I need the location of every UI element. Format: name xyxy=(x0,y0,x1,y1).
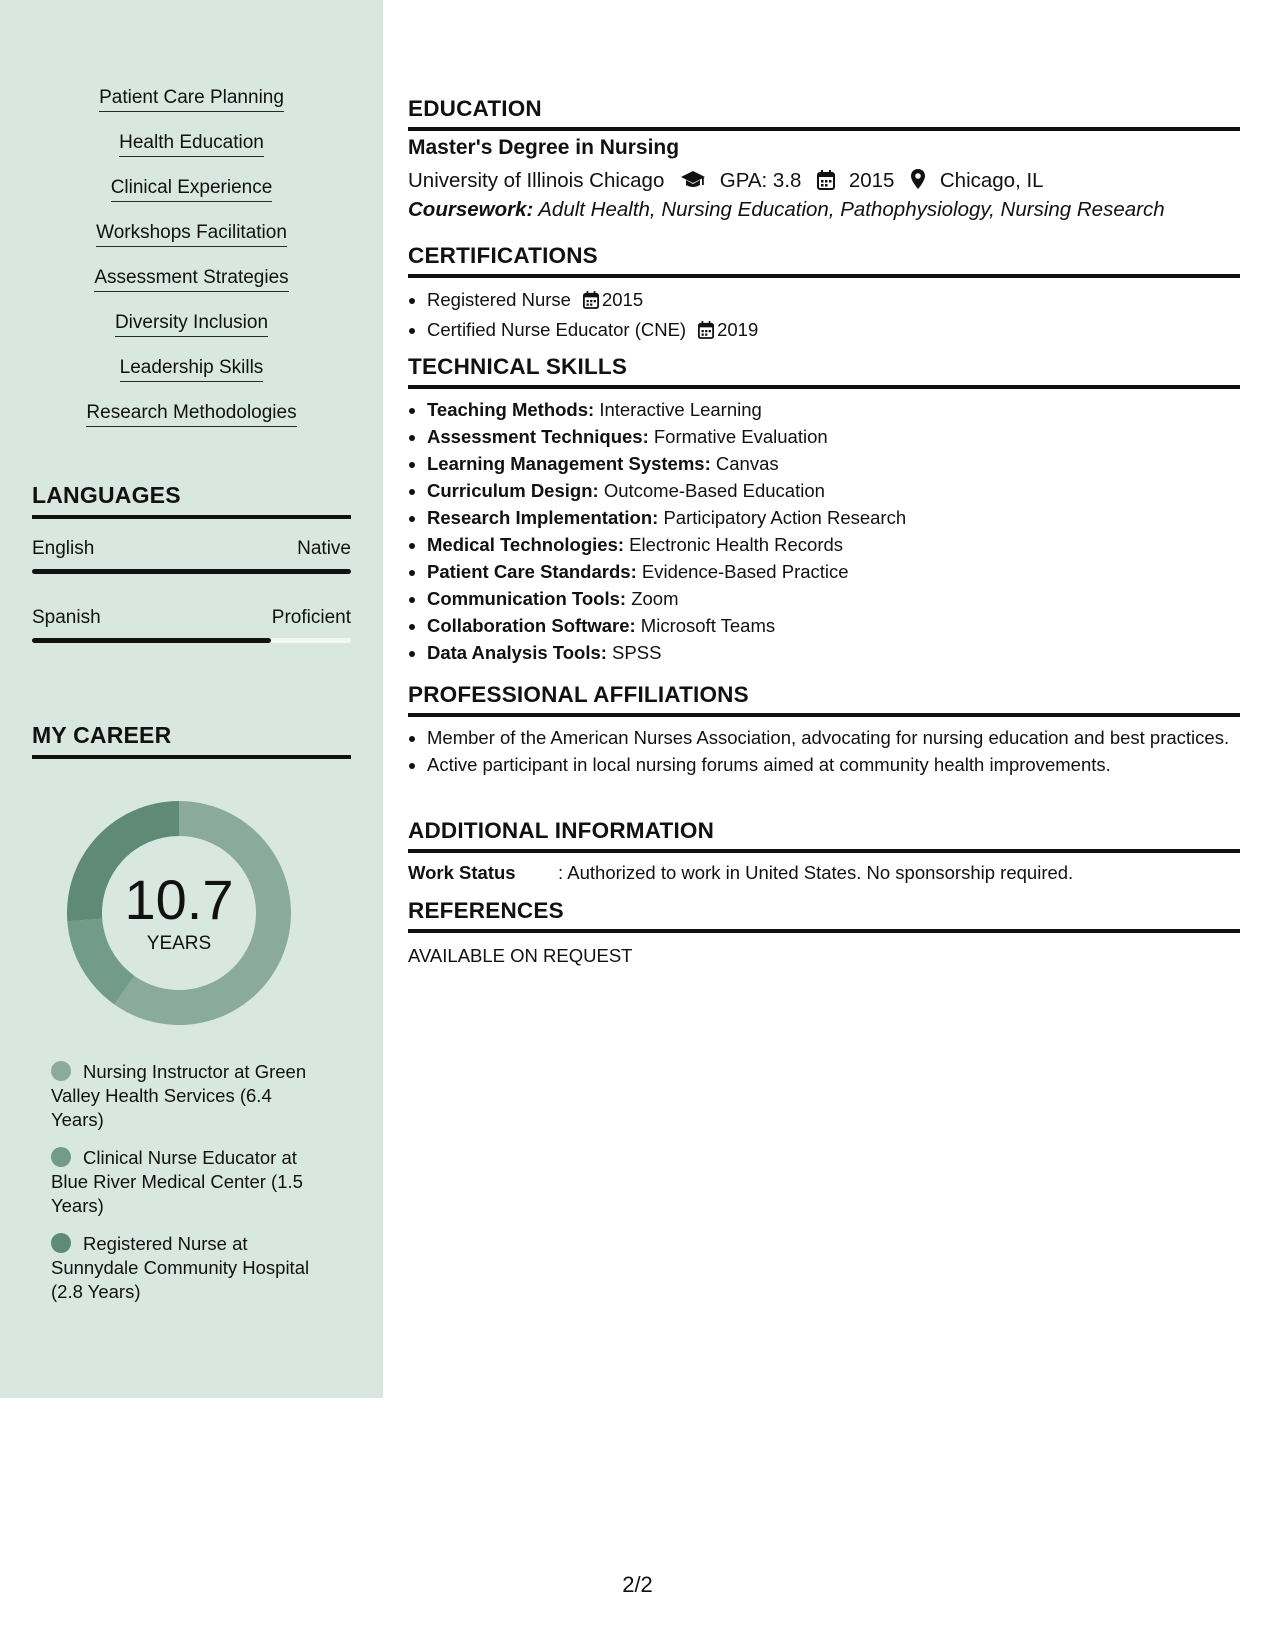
skill-label: Teaching Methods: xyxy=(427,399,595,420)
skill-tag: Assessment Strategies xyxy=(94,266,288,292)
skill-value: Interactive Learning xyxy=(599,399,762,420)
skill-tag: Workshops Facilitation xyxy=(96,221,287,247)
certification-name: Certified Nurse Educator (CNE) xyxy=(427,319,687,340)
skill-item xyxy=(427,531,1237,558)
degree-title: Master's Degree in Nursing xyxy=(408,136,680,159)
certification-year: 2015 xyxy=(601,289,644,310)
skill-label: Curriculum Design: xyxy=(427,480,599,501)
skill-label: Learning Management Systems: xyxy=(427,453,711,474)
certifications-heading: CERTIFICATIONS xyxy=(408,243,1240,278)
skill-label: Data Analysis Tools: xyxy=(427,642,607,663)
affiliation-item: • Active participant in local nursing forums aimed at community health improvements. xyxy=(427,753,1237,777)
work-status-value: : Authorized to work in United States. No sponsorship required. xyxy=(558,862,1074,883)
gpa: GPA: 3.8 xyxy=(719,169,802,192)
donut-center xyxy=(66,870,292,956)
additional-info-heading: ADDITIONAL INFORMATION xyxy=(408,818,1240,853)
language-name: English xyxy=(32,538,95,559)
skill-label: Communication Tools: xyxy=(427,588,627,609)
language-bar-fill xyxy=(32,638,271,643)
skill-value: SPSS xyxy=(612,642,662,663)
skill-item xyxy=(427,612,1237,639)
coursework-label: Coursework: xyxy=(408,198,534,221)
career-heading: MY CAREER xyxy=(32,722,351,759)
coursework-value: Adult Health, Nursing Education, Pathophysiology, Nursing Research xyxy=(538,198,1165,221)
page-number: 2/2 xyxy=(622,1572,653,1597)
references-heading: REFERENCES xyxy=(408,898,1240,933)
skill-tag: Patient Care Planning xyxy=(99,86,284,112)
skill-label: Patient Care Standards: xyxy=(427,561,637,582)
education-heading: EDUCATION xyxy=(408,96,1240,131)
skill-label: Collaboration Software: xyxy=(427,615,636,636)
affiliations-heading: PROFESSIONAL AFFILIATIONS xyxy=(408,682,1240,717)
skill-item xyxy=(427,639,1237,666)
calendar-icon xyxy=(817,170,835,196)
skill-tag: Clinical Experience xyxy=(111,176,273,202)
calendar-icon xyxy=(583,289,599,316)
skill-value: Participatory Action Research xyxy=(663,507,907,528)
legend-dot xyxy=(51,1061,71,1081)
skill-item xyxy=(427,423,1237,450)
skills-list xyxy=(0,86,383,446)
legend-item xyxy=(51,1232,321,1304)
skill-label: Medical Technologies: xyxy=(427,534,625,555)
languages-heading: LANGUAGES xyxy=(32,482,351,519)
career-unit: YEARS xyxy=(146,933,212,954)
work-status-label: Work Status xyxy=(408,862,516,883)
technical-skills-list xyxy=(408,396,1237,666)
education-details xyxy=(408,168,1044,196)
references-text: AVAILABLE ON REQUEST xyxy=(408,945,633,966)
certifications-list xyxy=(408,286,1237,346)
skill-label: Research Implementation: xyxy=(427,507,659,528)
map-pin-icon xyxy=(910,168,926,196)
career-total: 10.7 xyxy=(124,868,234,931)
certification-name: Registered Nurse xyxy=(427,289,571,310)
skill-item xyxy=(427,504,1237,531)
technical-skills-heading: TECHNICAL SKILLS xyxy=(408,354,1240,389)
skill-item xyxy=(427,477,1237,504)
legend-dot xyxy=(51,1233,71,1253)
skill-value: Zoom xyxy=(631,588,679,609)
skill-item xyxy=(427,396,1237,423)
career-legend xyxy=(51,1060,321,1318)
graduation-cap-icon xyxy=(680,170,706,196)
language-bar xyxy=(32,569,351,574)
skill-tag: Health Education xyxy=(119,131,264,157)
skill-value: Electronic Health Records xyxy=(629,534,844,555)
language-name: Spanish xyxy=(32,607,101,628)
graduation-year: 2015 xyxy=(848,169,895,192)
coursework xyxy=(408,198,1165,222)
skill-value: Evidence-Based Practice xyxy=(641,561,849,582)
language-bar xyxy=(32,638,351,643)
legend-label: Clinical Nurse Educator at Blue River Medical Center (1.5 Years) xyxy=(51,1147,303,1216)
language-level: Native xyxy=(297,538,351,559)
legend-label: Nursing Instructor at Green Valley Health Services (6.4 Years) xyxy=(51,1061,307,1130)
school-location: Chicago, IL xyxy=(939,169,1044,192)
legend-item xyxy=(51,1146,321,1218)
career-donut-chart xyxy=(66,800,292,1026)
legend-item xyxy=(51,1060,321,1132)
skill-label: Assessment Techniques: xyxy=(427,426,649,447)
legend-label: Registered Nurse at Sunnydale Community Hospital (2.8 Years) xyxy=(51,1233,310,1302)
skill-item xyxy=(427,558,1237,585)
school-name: University of Illinois Chicago xyxy=(408,169,665,192)
certification-item xyxy=(427,286,1237,316)
affiliation-item: • Member of the American Nurses Association, advocating for nursing education and best practices. xyxy=(427,726,1237,750)
skill-value: Canvas xyxy=(715,453,779,474)
affiliations-list xyxy=(408,726,1237,780)
skill-item xyxy=(427,585,1237,612)
sidebar xyxy=(0,0,383,1398)
skill-item xyxy=(427,450,1237,477)
skill-tag: Diversity Inclusion xyxy=(115,311,268,337)
skill-value: Formative Evaluation xyxy=(653,426,828,447)
skill-tag: Leadership Skills xyxy=(120,356,264,382)
language-bar-fill xyxy=(32,569,351,574)
certification-year: 2019 xyxy=(717,319,759,340)
certification-item xyxy=(427,316,1237,346)
language-level: Proficient xyxy=(271,607,351,628)
calendar-icon xyxy=(698,319,714,346)
work-status xyxy=(408,862,1073,884)
skill-value: Microsoft Teams xyxy=(640,615,776,636)
skill-tag: Research Methodologies xyxy=(86,401,296,427)
legend-dot xyxy=(51,1147,71,1167)
skill-value: Outcome-Based Education xyxy=(603,480,825,501)
